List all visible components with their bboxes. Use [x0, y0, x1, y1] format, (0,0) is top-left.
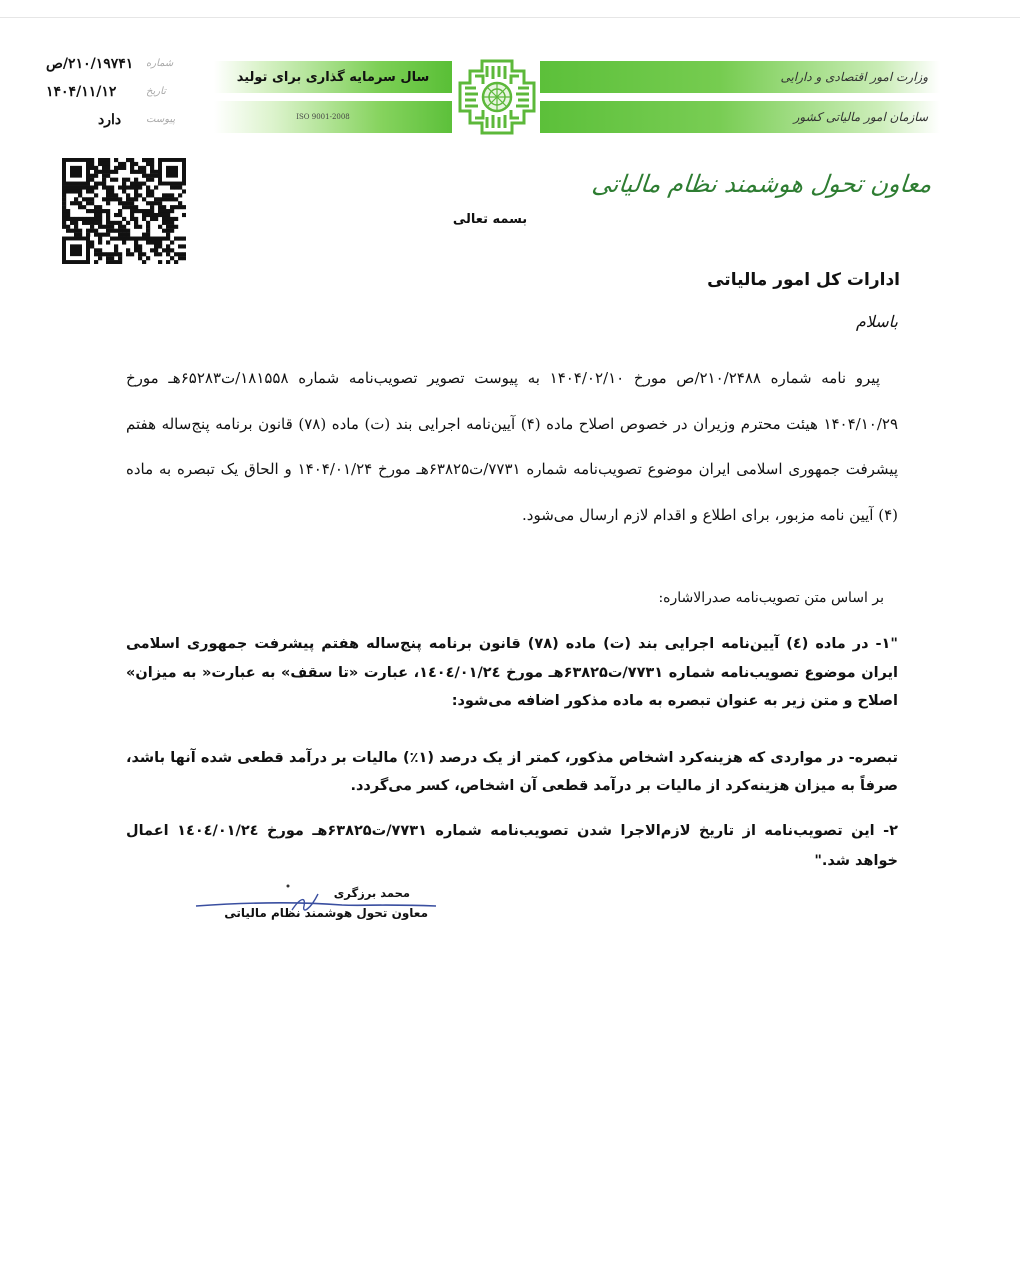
letter-number: ۲۱۰/۱۹۷۴۱/ص [46, 56, 134, 72]
signatory-title: معاون تحول هوشمند نظام مالیاتی [224, 906, 428, 920]
organization-name: سازمان امور مالیاتی کشور [793, 110, 928, 124]
letter-attachment: دارد [98, 112, 122, 128]
letter-attachment-label: پیوست [146, 114, 176, 125]
slogan-text: سال سرمایه گذاری برای تولید [236, 69, 430, 85]
clause-1: "۱- در ماده (٤) آیین‌نامه اجرایی بند (ت) ماده (۷۸) قانون برنامه پنج‌ساله هفتم پیشرفت جمهوری اسلامی ایران موضوع تصویب‌نامه شماره ۷۷۳۱/ت۶۳۸۲۵هـ مورخ ۱٤۰٤/۰۱/۲٤، عبارت «تا سقف» به عبارت« به میزان» اصلاح و متن زیر به عنوان تبصره به ماده مذکور اضافه می‌شود: [126, 636, 898, 709]
iso-text: ISO 9001-2008 [296, 113, 350, 121]
letter-date: ۱۴۰۴/۱۱/۱۲ [46, 84, 117, 100]
organization-band [540, 101, 940, 133]
greeting: باسلام [855, 312, 898, 331]
letter-number-label: شماره [146, 58, 174, 69]
basis-paragraph: بر اساس متن تصویب‌نامه صدرالاشاره: [658, 590, 884, 606]
signatory-name: محمد برزگری [333, 886, 410, 900]
page-top-border [0, 17, 1020, 18]
clause-2: ۲- این تصویب‌نامه از تاریخ لازم‌الاجرا شدن تصویب‌نامه شماره ۷۷۳۱/ت۶۳۸۲۵هـ مورخ ۱٤۰٤/۰۱/۲٤ اعمال خواهد شد." [126, 823, 898, 869]
ministry-name: وزارت امور اقتصادی و دارایی [780, 70, 928, 84]
slogan-band [214, 61, 452, 93]
addressee: ادارات کل امور مالیاتی [707, 270, 900, 290]
letter-date-label: تاریخ [146, 86, 166, 97]
tax-organization-logo-icon [456, 57, 538, 137]
meta-attachment-row [36, 112, 186, 140]
invocation: بسمه تعالی [452, 212, 528, 227]
iso-band [214, 101, 452, 133]
qr-code-icon [62, 158, 186, 264]
intro-paragraph: پیرو نامه شماره ۲۱۰/۲۴۸۸/ص مورخ ۱۴۰۴/۰۲/۱۰ به پیوست تصویر تصویب‌نامه شماره ۱۸۱۵۵۸/ت۶۵۲۸۳هـ مورخ ۱۴۰۴/۱۰/۲۹ هیئت محترم وزیران در خصوص اصلاح ماده (۴) آیین‌نامه اجرایی بند (ت) ماده (۷۸) قانون برنامه پنج‌ساله هفتم پیشرفت جمهوری اسلامی ایران موضوع تصویب‌نامه شماره ۷۷۳۱/ت۶۳۸۲۵هـ مورخ ۱۴۰۴/۰۱/۲۴ و الحاق یک تبصره به ماده (۴) آیین نامه مزبور، برای اطلاع و اقدام لازم ارسال می‌شود. [126, 369, 898, 524]
meta-date-row [36, 84, 186, 112]
ministry-band [540, 61, 940, 93]
meta-number-row [36, 56, 186, 84]
letter-meta [36, 56, 186, 140]
deputy-title: معاون تحول هوشمند نظام مالیاتی [590, 170, 934, 198]
clause-note: تبصره- در مواردی که هزینه‌کرد اشخاص مذکور، کمتر از یک درصد (۱٪) مالیات بر درآمد قطعی شده آنها باشد، صرفاً به میزان هزینه‌کرد از مالیات بر درآمد قطعی آن اشخاص، کسر می‌گردد. [126, 750, 899, 794]
